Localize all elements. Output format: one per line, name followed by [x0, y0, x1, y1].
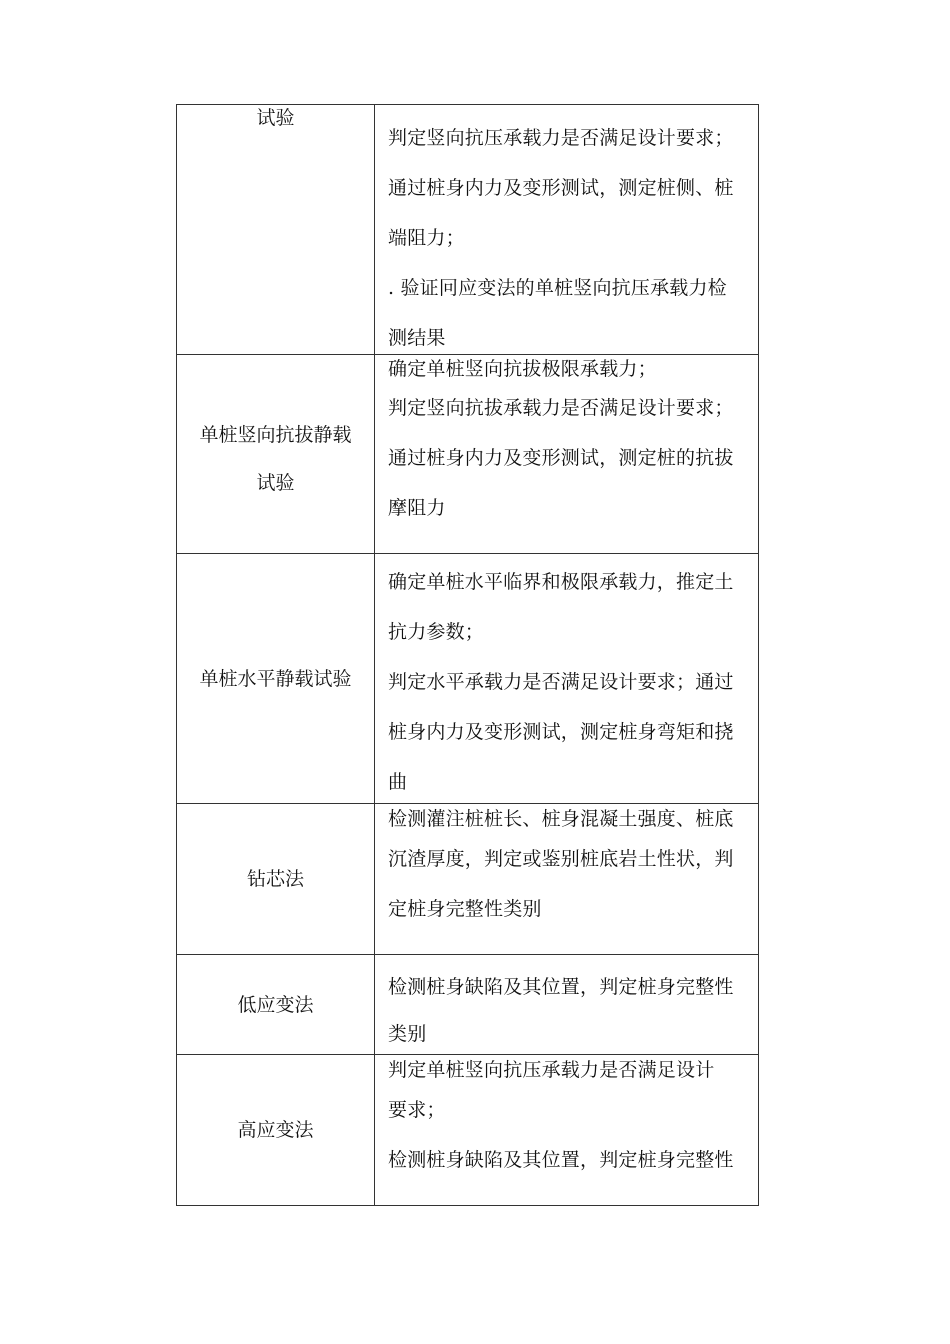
purpose-line: 桩身内力及变形测试，测定桩身弯矩和挠 — [388, 720, 734, 743]
method-cell — [177, 355, 375, 553]
method-text: 单桩竖向抗拔静载 — [199, 424, 352, 446]
purpose-line: 测结果 — [388, 327, 446, 349]
method-text: 钻芯法 — [246, 868, 304, 890]
table-row — [177, 804, 759, 955]
purpose-line: 类别 — [388, 1022, 427, 1045]
method-text: 低应变法 — [237, 993, 314, 1016]
purpose-cell — [375, 1055, 759, 1205]
method-text: 试验 — [256, 107, 295, 129]
method-cell — [177, 804, 375, 954]
purpose-line: 检测桩身缺陷及其位置，判定桩身完整性 — [388, 975, 734, 998]
table-row — [177, 105, 759, 355]
purpose-line: 端阻力； — [388, 227, 465, 249]
purpose-line: 沉渣厚度，判定或鉴别桩底岩土性状，判 — [388, 848, 734, 870]
method-text: 试验 — [256, 472, 295, 494]
table-row — [177, 1055, 759, 1206]
purpose-line: 检测灌注桩桩长、桩身混凝土强度、桩底 — [388, 808, 734, 830]
purpose-line: . 验证冋应变法的单桩竖向抗压承载力检 — [388, 277, 727, 299]
purpose-line: 检测桩身缺陷及其位置，判定桩身完整性 — [388, 1149, 734, 1171]
method-cell — [177, 1055, 375, 1205]
purpose-line: 通过桩身内力及变形测试，测定桩侧、桩 — [388, 177, 734, 199]
purpose-line: 曲 — [388, 770, 408, 793]
purpose-line: 抗力参数； — [388, 620, 485, 643]
purpose-line: 要求； — [388, 1099, 446, 1121]
table-row — [177, 955, 759, 1055]
table-row — [177, 355, 759, 554]
purpose-cell — [375, 554, 759, 803]
purpose-line: 定桩身完整性类别 — [388, 898, 542, 920]
method-cell — [177, 554, 375, 803]
purpose-line: 摩阻力 — [388, 497, 446, 519]
purpose-cell — [375, 355, 759, 553]
purpose-cell — [375, 804, 759, 954]
purpose-line: 确定单桩竖向抗拔极限承载力； — [388, 358, 657, 380]
purpose-line: 判定竖向抗压承载力是否满足设计要求； — [388, 127, 734, 149]
purpose-line: 确定单桩水平临界和极限承载力，推定土 — [388, 570, 734, 593]
method-text: 高应变法 — [237, 1119, 314, 1141]
purpose-line: 判定单桩竖向抗压承载力是否满足设计 — [388, 1059, 715, 1081]
purpose-line: 通过桩身内力及变形测试，测定桩的抗拔 — [388, 447, 734, 469]
method-text: 单桩水平静载试验 — [199, 667, 352, 690]
purpose-cell — [375, 105, 759, 354]
purpose-line: 判定水平承载力是否满足设计要求；通过 — [388, 670, 734, 693]
pile-testing-methods-table — [176, 104, 759, 1206]
method-cell — [177, 105, 375, 354]
purpose-line: 判定竖向抗拔承载力是否满足设计要求； — [388, 397, 734, 419]
method-cell — [177, 955, 375, 1054]
purpose-cell — [375, 955, 759, 1054]
table-row — [177, 554, 759, 804]
